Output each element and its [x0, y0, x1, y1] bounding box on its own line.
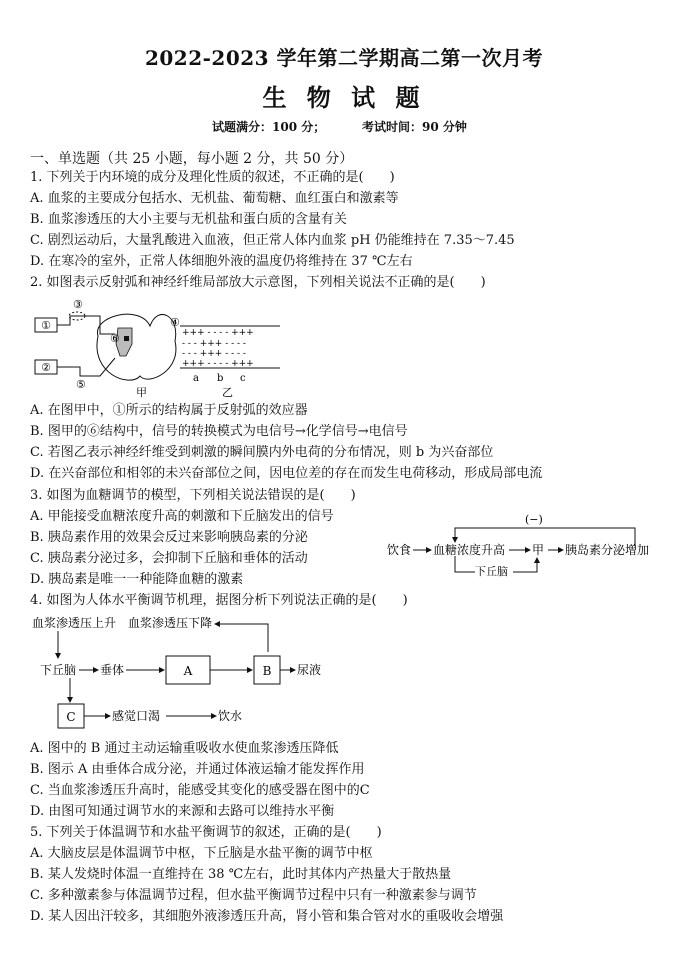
- q2-label-2: ②: [41, 361, 51, 374]
- q2-point-c: c: [240, 373, 246, 384]
- q3-option-a: A. 甲能接受血糖浓度升高的刺激和下丘脑发出的信号: [30, 509, 334, 524]
- q5-option-d: D. 某人因出汗较多，其细胞外液渗透压升高，肾小管和集合管对水的重吸收会增强: [30, 909, 504, 924]
- full-score: 试题满分：100 分；: [212, 120, 326, 134]
- q2-label-3: ③: [73, 298, 83, 311]
- q3-glucose: 血糖浓度升高: [433, 543, 506, 557]
- q4-stem: 4. 如图为人体水平衡调节机理，据图分析下列说法正确的是( ): [30, 593, 408, 608]
- q2-label-6: ⑥: [110, 332, 120, 345]
- q4-box-a: A: [183, 664, 193, 678]
- q1-stem: 1. 下列关于内环境的成分及理化性质的叙述，不正确的是( ): [30, 170, 395, 185]
- q2-label-4: ④: [170, 316, 180, 329]
- q2-option-c: C. 若图乙表示神经纤维受到刺激的瞬间膜内外电荷的分布情况，则 b 为兴奋部位: [30, 445, 494, 460]
- q2-point-b: b: [217, 373, 224, 384]
- q5-stem: 5. 下列关于体温调节和水盐平衡调节的叙述，正确的是( ): [30, 825, 382, 840]
- q4-hypothalamus: 下丘脑: [40, 663, 77, 677]
- q3-hypothalamus: 下丘脑: [475, 565, 508, 578]
- q4-drink: 饮水: [218, 709, 243, 723]
- q3-figure-glucose-model: [385, 508, 657, 578]
- q4-option-c: C. 当血浆渗透压升高时，能感受其变化的感受器在图中的C: [30, 783, 370, 798]
- q2-sub-a: 甲: [136, 386, 147, 399]
- q2-row-4: +++ - - - - +++: [182, 359, 254, 369]
- q2-label-5: ⑤: [76, 378, 86, 391]
- q2-row-2: - - - +++ - - - -: [182, 339, 246, 349]
- q4-option-b: B. 图示 A 由垂体合成分泌，并通过体液运输才能发挥作用: [30, 762, 365, 777]
- q4-box-b: B: [262, 664, 272, 678]
- q2-label-1: ①: [41, 319, 51, 332]
- q1-option-c: C. 剧烈运动后，大量乳酸进入血液，但正常人体内血浆 pH 仍能维持在 7.35～7.45: [30, 233, 515, 248]
- q3-neg: (−): [525, 513, 543, 526]
- q2-row-3: - - - +++ - - - -: [182, 349, 246, 359]
- q2-row-1: +++ - - - - +++: [182, 328, 254, 338]
- q5-option-c: C. 多种激素参与体温调节过程，但水盐平衡调节过程中只有一种激素参与调节: [30, 888, 477, 903]
- q2-figure-reflex-arc: [30, 296, 280, 400]
- section-heading: 一、单选题（共 25 小题，每小题 2 分，共 50 分）: [30, 151, 354, 167]
- q2-option-a: A. 在图甲中，①所示的结构属于反射弧的效应器: [30, 403, 308, 418]
- q3-option-c: C. 胰岛素分泌过多，会抑制下丘脑和垂体的活动: [30, 551, 308, 566]
- q4-pituitary: 垂体: [100, 663, 125, 677]
- q4-option-d: D. 由图可知通过调节水的来源和去路可以维持水平衡: [30, 804, 335, 819]
- q4-figure-water-balance: [30, 614, 350, 734]
- q3-stem: 3. 如图为血糖调节的模型，下列相关说法错误的是( ): [30, 488, 356, 503]
- q2-option-d: D. 在兴奋部位和相邻的未兴奋部位之间，因电位差的存在而发生电荷移动，形成局部电流: [30, 466, 543, 481]
- paper-subtitle: 生 物 试 题: [262, 83, 426, 112]
- q4-box-c: C: [66, 710, 76, 724]
- q1-option-d: D. 在寒冷的室外，正常人体细胞外液的温度仍将维持在 37 ℃左右: [30, 254, 413, 269]
- q3-jia: 甲: [532, 543, 545, 557]
- q3-insulin: 胰岛素分泌增加: [565, 543, 650, 557]
- q3-option-b: B. 胰岛素作用的效果会反过来影响胰岛素的分泌: [30, 530, 308, 545]
- q5-option-a: A. 大脑皮层是体温调节中枢，下丘脑是水盐平衡的调节中枢: [30, 846, 373, 861]
- q4-option-a: A. 图中的 B 通过主动运输重吸收水使血浆渗透压降低: [30, 741, 339, 756]
- exam-time: 考试时间：90 分钟: [362, 120, 467, 134]
- q5-option-b: B. 某人发烧时体温一直维持在 38 ℃左右，此时其体内产热量大于散热量: [30, 867, 452, 882]
- q2-sub-b: 乙: [222, 386, 233, 399]
- q2-stem: 2. 如图表示反射弧和神经纤维局部放大示意图，下列相关说法不正确的是( ): [30, 275, 486, 290]
- q1-option-b: B. 血浆渗透压的大小主要与无机盐和蛋白质的含量有关: [30, 212, 347, 227]
- q4-urine: 尿液: [297, 663, 322, 677]
- q4-rise: 血浆渗透压上升: [32, 616, 117, 630]
- q3-option-d: D. 胰岛素是唯一一种能降血糖的激素: [30, 572, 244, 587]
- q2-option-b: B. 图甲的⑥结构中，信号的转换模式为电信号→化学信号→电信号: [30, 424, 408, 439]
- q2-point-a: a: [193, 373, 199, 384]
- q4-fall: 血浆渗透压下降: [128, 616, 213, 630]
- q3-food: 饮食: [387, 543, 412, 557]
- paper-title: 2022-2023 学年第二学期高二第一次月考: [144, 46, 544, 70]
- q1-option-a: A. 血浆的主要成分包括水、无机盐、葡萄糖、血红蛋白和激素等: [30, 191, 399, 206]
- q4-thirst: 感觉口渴: [112, 709, 161, 723]
